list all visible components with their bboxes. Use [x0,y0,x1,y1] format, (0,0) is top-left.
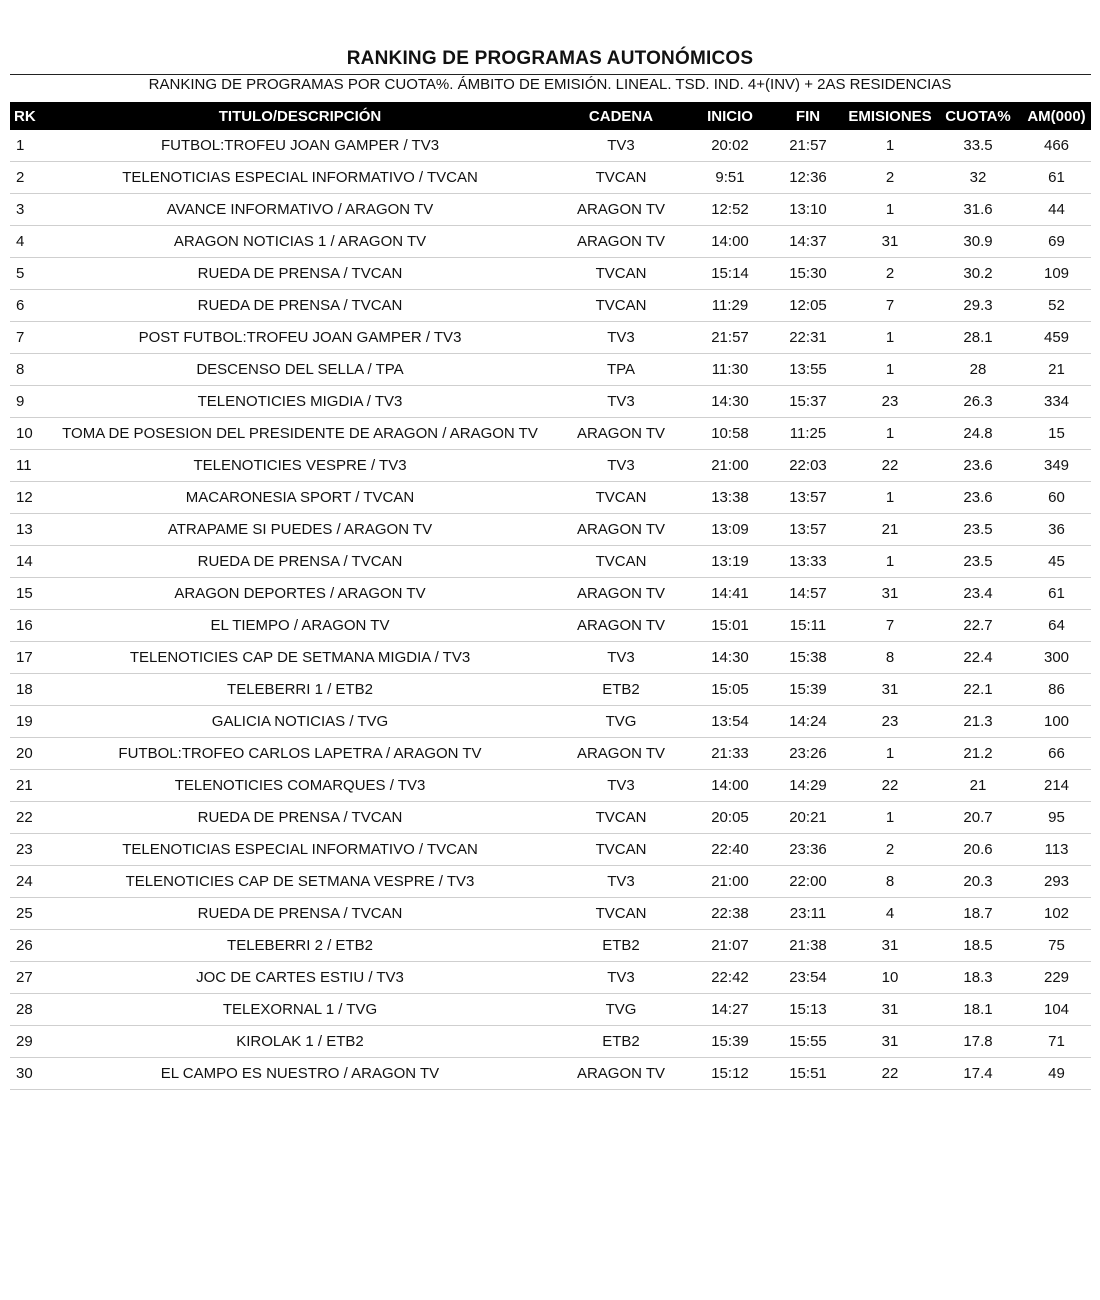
table-row [10,226,1091,258]
channel-cell: ETB2 [552,1026,690,1058]
rank-cell: 5 [10,258,48,290]
share-cell: 23.6 [934,450,1022,482]
broadcasts-cell: 1 [846,738,934,770]
rank-cell: 9 [10,386,48,418]
table-row [10,802,1091,834]
start-cell: 21:00 [690,450,770,482]
title-cell: RUEDA DE PRENSA / TVCAN [48,290,552,322]
audience-cell: 52 [1022,290,1091,322]
start-cell: 15:12 [690,1058,770,1090]
broadcasts-cell: 1 [846,322,934,354]
audience-cell: 300 [1022,642,1091,674]
share-cell: 28 [934,354,1022,386]
start-cell: 14:00 [690,770,770,802]
audience-cell: 349 [1022,450,1091,482]
audience-cell: 459 [1022,322,1091,354]
share-cell: 23.5 [934,546,1022,578]
table-row [10,834,1091,866]
column-header-titulo: TITULO/DESCRIPCIÓN [48,102,552,130]
channel-cell: ETB2 [552,674,690,706]
broadcasts-cell: 7 [846,610,934,642]
start-cell: 21:07 [690,930,770,962]
broadcasts-cell: 23 [846,706,934,738]
start-cell: 14:41 [690,578,770,610]
end-cell: 22:03 [770,450,846,482]
start-cell: 15:39 [690,1026,770,1058]
end-cell: 15:37 [770,386,846,418]
rank-cell: 14 [10,546,48,578]
share-cell: 26.3 [934,386,1022,418]
audience-cell: 69 [1022,226,1091,258]
table-row [10,994,1091,1026]
broadcasts-cell: 8 [846,642,934,674]
end-cell: 20:21 [770,802,846,834]
channel-cell: ARAGON TV [552,418,690,450]
rank-cell: 24 [10,866,48,898]
share-cell: 32 [934,162,1022,194]
table-row [10,258,1091,290]
ranking-table [10,102,1091,1090]
broadcasts-cell: 31 [846,930,934,962]
title-cell: TELENOTICIES VESPRE / TV3 [48,450,552,482]
end-cell: 21:57 [770,130,846,162]
title-cell: AVANCE INFORMATIVO / ARAGON TV [48,194,552,226]
table-row [10,322,1091,354]
rank-cell: 12 [10,482,48,514]
title-cell: POST FUTBOL:TROFEU JOAN GAMPER / TV3 [48,322,552,354]
table-header-row [10,102,1091,130]
table-row [10,130,1091,162]
end-cell: 15:51 [770,1058,846,1090]
title-cell: RUEDA DE PRENSA / TVCAN [48,802,552,834]
share-cell: 29.3 [934,290,1022,322]
title-cell: TELENOTICIAS ESPECIAL INFORMATIVO / TVCAN [48,162,552,194]
broadcasts-cell: 10 [846,962,934,994]
end-cell: 15:13 [770,994,846,1026]
table-row [10,706,1091,738]
share-cell: 33.5 [934,130,1022,162]
rank-cell: 29 [10,1026,48,1058]
broadcasts-cell: 1 [846,546,934,578]
share-cell: 20.7 [934,802,1022,834]
share-cell: 18.1 [934,994,1022,1026]
rank-cell: 15 [10,578,48,610]
rank-cell: 19 [10,706,48,738]
share-cell: 18.5 [934,930,1022,962]
rank-cell: 2 [10,162,48,194]
share-cell: 22.1 [934,674,1022,706]
channel-cell: TV3 [552,450,690,482]
table-row [10,482,1091,514]
start-cell: 13:38 [690,482,770,514]
table-row [10,674,1091,706]
share-cell: 17.4 [934,1058,1022,1090]
end-cell: 22:31 [770,322,846,354]
column-header-cadena: CADENA [552,102,690,130]
audience-cell: 102 [1022,898,1091,930]
rank-cell: 13 [10,514,48,546]
table-row [10,386,1091,418]
end-cell: 13:33 [770,546,846,578]
start-cell: 12:52 [690,194,770,226]
audience-cell: 45 [1022,546,1091,578]
share-cell: 30.9 [934,226,1022,258]
column-header-cuota: CUOTA% [934,102,1022,130]
table-row [10,514,1091,546]
rank-cell: 23 [10,834,48,866]
share-cell: 22.7 [934,610,1022,642]
rank-cell: 16 [10,610,48,642]
title-cell: KIROLAK 1 / ETB2 [48,1026,552,1058]
broadcasts-cell: 2 [846,258,934,290]
audience-cell: 75 [1022,930,1091,962]
channel-cell: TVCAN [552,162,690,194]
end-cell: 23:26 [770,738,846,770]
broadcasts-cell: 1 [846,802,934,834]
audience-cell: 229 [1022,962,1091,994]
column-header-rk: RK [10,102,48,130]
start-cell: 11:30 [690,354,770,386]
share-cell: 31.6 [934,194,1022,226]
channel-cell: TV3 [552,386,690,418]
start-cell: 13:09 [690,514,770,546]
table-row [10,930,1091,962]
audience-cell: 104 [1022,994,1091,1026]
audience-cell: 86 [1022,674,1091,706]
broadcasts-cell: 4 [846,898,934,930]
audience-cell: 64 [1022,610,1091,642]
start-cell: 21:00 [690,866,770,898]
table-row [10,546,1091,578]
end-cell: 23:11 [770,898,846,930]
channel-cell: TVCAN [552,290,690,322]
channel-cell: TV3 [552,130,690,162]
share-cell: 20.3 [934,866,1022,898]
share-cell: 17.8 [934,1026,1022,1058]
share-cell: 18.7 [934,898,1022,930]
end-cell: 13:55 [770,354,846,386]
end-cell: 15:30 [770,258,846,290]
start-cell: 14:30 [690,642,770,674]
start-cell: 20:05 [690,802,770,834]
channel-cell: TVCAN [552,258,690,290]
table-row [10,962,1091,994]
channel-cell: ARAGON TV [552,514,690,546]
channel-cell: TVCAN [552,546,690,578]
end-cell: 14:57 [770,578,846,610]
start-cell: 14:30 [690,386,770,418]
title-cell: TOMA DE POSESION DEL PRESIDENTE DE ARAGON / ARAGON TV [48,418,552,450]
share-cell: 23.4 [934,578,1022,610]
channel-cell: TV3 [552,866,690,898]
audience-cell: 36 [1022,514,1091,546]
page-subtitle: RANKING DE PROGRAMAS POR CUOTA%. ÁMBITO DE EMISIÓN. LINEAL. TSD. IND. 4+(INV) + 2AS RESIDENCIAS [148,76,952,93]
share-cell: 30.2 [934,258,1022,290]
rank-cell: 20 [10,738,48,770]
channel-cell: ARAGON TV [552,738,690,770]
channel-cell: TV3 [552,642,690,674]
broadcasts-cell: 31 [846,674,934,706]
column-header-inicio: INICIO [690,102,770,130]
channel-cell: TVG [552,706,690,738]
broadcasts-cell: 1 [846,482,934,514]
channel-cell: TVCAN [552,834,690,866]
rank-cell: 7 [10,322,48,354]
table-row [10,354,1091,386]
table-row [10,642,1091,674]
end-cell: 23:36 [770,834,846,866]
end-cell: 13:57 [770,482,846,514]
share-cell: 21 [934,770,1022,802]
title-cell: RUEDA DE PRENSA / TVCAN [48,546,552,578]
broadcasts-cell: 23 [846,386,934,418]
title-cell: ARAGON DEPORTES / ARAGON TV [48,578,552,610]
rank-cell: 17 [10,642,48,674]
end-cell: 21:38 [770,930,846,962]
table-row [10,1026,1091,1058]
title-cell: RUEDA DE PRENSA / TVCAN [48,898,552,930]
table-row [10,194,1091,226]
audience-cell: 113 [1022,834,1091,866]
title-cell: JOC DE CARTES ESTIU / TV3 [48,962,552,994]
end-cell: 11:25 [770,418,846,450]
start-cell: 22:40 [690,834,770,866]
rank-cell: 3 [10,194,48,226]
channel-cell: TV3 [552,770,690,802]
start-cell: 14:27 [690,994,770,1026]
start-cell: 15:05 [690,674,770,706]
title-cell: GALICIA NOTICIAS / TVG [48,706,552,738]
rank-cell: 30 [10,1058,48,1090]
title-cell: TELENOTICIES CAP DE SETMANA VESPRE / TV3 [48,866,552,898]
table-row [10,610,1091,642]
broadcasts-cell: 2 [846,162,934,194]
end-cell: 12:36 [770,162,846,194]
title-cell: EL CAMPO ES NUESTRO / ARAGON TV [48,1058,552,1090]
end-cell: 15:39 [770,674,846,706]
title-cell: TELENOTICIES CAP DE SETMANA MIGDIA / TV3 [48,642,552,674]
end-cell: 22:00 [770,866,846,898]
table-row [10,1058,1091,1090]
audience-cell: 466 [1022,130,1091,162]
start-cell: 9:51 [690,162,770,194]
rank-cell: 1 [10,130,48,162]
broadcasts-cell: 7 [846,290,934,322]
page-title: RANKING DE PROGRAMAS AUTONÓMICOS [346,48,754,69]
column-header-fin: FIN [770,102,846,130]
column-header-am: AM(000) [1022,102,1091,130]
title-cell: TELENOTICIAS ESPECIAL INFORMATIVO / TVCAN [48,834,552,866]
rank-cell: 10 [10,418,48,450]
audience-cell: 100 [1022,706,1091,738]
channel-cell: TVCAN [552,898,690,930]
broadcasts-cell: 1 [846,194,934,226]
channel-cell: TV3 [552,962,690,994]
rank-cell: 22 [10,802,48,834]
share-cell: 28.1 [934,322,1022,354]
table-row [10,418,1091,450]
broadcasts-cell: 2 [846,834,934,866]
title-cell: TELENOTICIES MIGDIA / TV3 [48,386,552,418]
end-cell: 23:54 [770,962,846,994]
start-cell: 20:02 [690,130,770,162]
start-cell: 10:58 [690,418,770,450]
broadcasts-cell: 1 [846,130,934,162]
start-cell: 15:01 [690,610,770,642]
start-cell: 21:57 [690,322,770,354]
table-row [10,770,1091,802]
audience-cell: 66 [1022,738,1091,770]
channel-cell: ARAGON TV [552,578,690,610]
rank-cell: 6 [10,290,48,322]
table-row [10,450,1091,482]
rank-cell: 25 [10,898,48,930]
start-cell: 11:29 [690,290,770,322]
table-body [10,130,1091,1090]
start-cell: 13:54 [690,706,770,738]
channel-cell: ARAGON TV [552,610,690,642]
end-cell: 15:11 [770,610,846,642]
start-cell: 21:33 [690,738,770,770]
rank-cell: 26 [10,930,48,962]
channel-cell: TVG [552,994,690,1026]
start-cell: 22:38 [690,898,770,930]
broadcasts-cell: 22 [846,450,934,482]
end-cell: 14:24 [770,706,846,738]
end-cell: 12:05 [770,290,846,322]
channel-cell: ARAGON TV [552,194,690,226]
share-cell: 20.6 [934,834,1022,866]
title-cell: RUEDA DE PRENSA / TVCAN [48,258,552,290]
share-cell: 18.3 [934,962,1022,994]
rank-cell: 11 [10,450,48,482]
audience-cell: 21 [1022,354,1091,386]
audience-cell: 61 [1022,578,1091,610]
title-cell: MACARONESIA SPORT / TVCAN [48,482,552,514]
share-cell: 23.5 [934,514,1022,546]
title-divider [10,74,1091,75]
channel-cell: ARAGON TV [552,226,690,258]
broadcasts-cell: 31 [846,994,934,1026]
title-cell: DESCENSO DEL SELLA / TPA [48,354,552,386]
title-cell: TELEXORNAL 1 / TVG [48,994,552,1026]
rank-cell: 18 [10,674,48,706]
start-cell: 14:00 [690,226,770,258]
title-cell: FUTBOL:TROFEO CARLOS LAPETRA / ARAGON TV [48,738,552,770]
audience-cell: 60 [1022,482,1091,514]
audience-cell: 95 [1022,802,1091,834]
table-row [10,738,1091,770]
audience-cell: 293 [1022,866,1091,898]
audience-cell: 334 [1022,386,1091,418]
share-cell: 22.4 [934,642,1022,674]
channel-cell: ETB2 [552,930,690,962]
title-cell: ATRAPAME SI PUEDES / ARAGON TV [48,514,552,546]
table-row [10,162,1091,194]
broadcasts-cell: 8 [846,866,934,898]
title-cell: TELENOTICIES COMARQUES / TV3 [48,770,552,802]
broadcasts-cell: 22 [846,1058,934,1090]
rank-cell: 28 [10,994,48,1026]
table-row [10,898,1091,930]
table-row [10,578,1091,610]
rank-cell: 27 [10,962,48,994]
share-cell: 24.8 [934,418,1022,450]
broadcasts-cell: 31 [846,226,934,258]
title-cell: EL TIEMPO / ARAGON TV [48,610,552,642]
end-cell: 13:10 [770,194,846,226]
audience-cell: 15 [1022,418,1091,450]
start-cell: 13:19 [690,546,770,578]
channel-cell: TPA [552,354,690,386]
rank-cell: 21 [10,770,48,802]
title-cell: TELEBERRI 1 / ETB2 [48,674,552,706]
table-row [10,290,1091,322]
end-cell: 14:29 [770,770,846,802]
end-cell: 13:57 [770,514,846,546]
broadcasts-cell: 1 [846,354,934,386]
table-row [10,866,1091,898]
column-header-emisiones: EMISIONES [846,102,934,130]
broadcasts-cell: 31 [846,578,934,610]
end-cell: 15:55 [770,1026,846,1058]
channel-cell: TVCAN [552,482,690,514]
audience-cell: 71 [1022,1026,1091,1058]
title-cell: FUTBOL:TROFEU JOAN GAMPER / TV3 [48,130,552,162]
audience-cell: 109 [1022,258,1091,290]
audience-cell: 61 [1022,162,1091,194]
channel-cell: TV3 [552,322,690,354]
title-cell: ARAGON NOTICIAS 1 / ARAGON TV [48,226,552,258]
share-cell: 21.2 [934,738,1022,770]
share-cell: 23.6 [934,482,1022,514]
start-cell: 15:14 [690,258,770,290]
audience-cell: 49 [1022,1058,1091,1090]
broadcasts-cell: 1 [846,418,934,450]
end-cell: 15:38 [770,642,846,674]
broadcasts-cell: 31 [846,1026,934,1058]
audience-cell: 44 [1022,194,1091,226]
share-cell: 21.3 [934,706,1022,738]
start-cell: 22:42 [690,962,770,994]
title-cell: TELEBERRI 2 / ETB2 [48,930,552,962]
broadcasts-cell: 22 [846,770,934,802]
channel-cell: TVCAN [552,802,690,834]
rank-cell: 4 [10,226,48,258]
rank-cell: 8 [10,354,48,386]
audience-cell: 214 [1022,770,1091,802]
end-cell: 14:37 [770,226,846,258]
channel-cell: ARAGON TV [552,1058,690,1090]
broadcasts-cell: 21 [846,514,934,546]
